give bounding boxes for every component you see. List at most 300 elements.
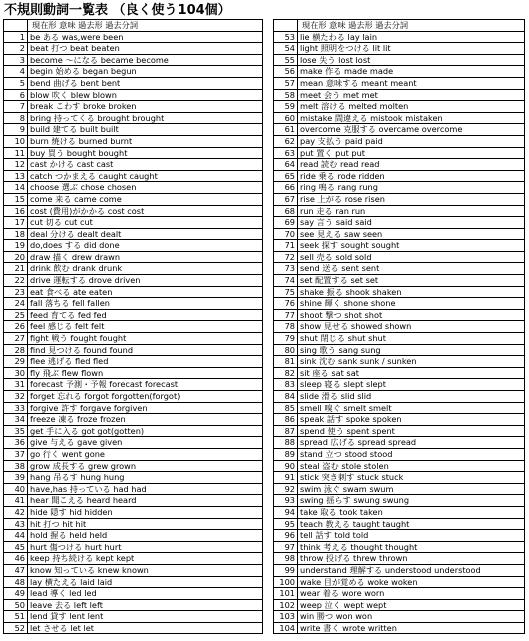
verb-entry: smell 嗅ぐ smelt smelt	[298, 402, 525, 414]
row-number: 55	[274, 54, 298, 66]
table-row	[274, 611, 525, 623]
verb-entry: forgive 許す forgave forgiven	[28, 402, 263, 414]
row-number: 18	[4, 228, 28, 240]
verb-entry: overcome 克服する overcame overcome	[298, 124, 525, 136]
row-number: 65	[274, 170, 298, 182]
verb-entry: get 手に入る got got(gotten)	[28, 425, 263, 437]
table-row	[274, 495, 525, 507]
table-row	[274, 228, 525, 240]
row-number: 63	[274, 147, 298, 159]
row-number: 89	[274, 448, 298, 460]
row-number: 44	[4, 530, 28, 542]
table-row	[274, 240, 525, 252]
row-number: 1	[4, 31, 28, 43]
verb-entry: write 書く wrote written	[298, 622, 525, 634]
row-number: 6	[4, 89, 28, 101]
table-header-row	[274, 20, 525, 32]
row-number: 29	[4, 356, 28, 368]
row-number: 24	[4, 298, 28, 310]
row-number: 5	[4, 77, 28, 89]
verb-entry: win 勝つ won won	[298, 611, 525, 623]
table-row	[274, 89, 525, 101]
row-number: 87	[274, 425, 298, 437]
row-number: 88	[274, 437, 298, 449]
row-number: 99	[274, 564, 298, 576]
verb-entry: hide 隠す hid hidden	[28, 506, 263, 518]
row-number: 31	[4, 379, 28, 391]
row-number: 40	[4, 483, 28, 495]
table-row	[274, 356, 525, 368]
verb-entry: fly 飛ぶ flew flown	[28, 367, 263, 379]
verb-entry: choose 選ぶ chose chosen	[28, 182, 263, 194]
column-header: 現在形 意味 過去形 過去分詞	[298, 20, 525, 32]
row-number: 68	[274, 205, 298, 217]
table-row	[4, 309, 263, 321]
table-row	[4, 182, 263, 194]
table-row	[274, 506, 525, 518]
row-number: 32	[4, 391, 28, 403]
table-row	[274, 159, 525, 171]
row-number: 75	[274, 286, 298, 298]
verb-entry: become ～になる became become	[28, 54, 263, 66]
table-row	[4, 553, 263, 565]
row-number: 90	[274, 460, 298, 472]
verb-entry: lie 横たわる lay lain	[298, 31, 525, 43]
verb-entry: tell 話す told told	[298, 530, 525, 542]
verb-entry: forecast 予測・予報 forecast forecast	[28, 379, 263, 391]
table-row	[274, 66, 525, 78]
row-number: 13	[4, 170, 28, 182]
row-number: 91	[274, 472, 298, 484]
table-row	[4, 367, 263, 379]
table-row	[274, 286, 525, 298]
verb-entry: deal 分ける dealt dealt	[28, 228, 263, 240]
table-row	[4, 448, 263, 460]
row-number: 15	[4, 193, 28, 205]
verb-entry: swing 揺らす swung swung	[298, 495, 525, 507]
verb-entry: bring 持ってくる brought brought	[28, 112, 263, 124]
row-number: 71	[274, 240, 298, 252]
table-row	[274, 437, 525, 449]
verb-entry: hit 打つ hit hit	[28, 518, 263, 530]
verb-entry: come 来る came come	[28, 193, 263, 205]
verb-entry: spend 使う spent spent	[298, 425, 525, 437]
table-header-row	[4, 20, 263, 32]
verb-entry: lend 貸す lent lent	[28, 611, 263, 623]
table-row	[4, 31, 263, 43]
verb-entry: hear 聞こえる heard heard	[28, 495, 263, 507]
table-row	[4, 588, 263, 600]
verb-entry: sell 売る sold sold	[298, 251, 525, 263]
verb-entry: rise 上がる rose risen	[298, 193, 525, 205]
row-number: 51	[4, 611, 28, 623]
row-number: 47	[4, 564, 28, 576]
verb-entry: swim 泳ぐ swam swum	[298, 483, 525, 495]
verb-entry: freeze 凍る froze frozen	[28, 414, 263, 426]
verb-entry: ride 乗る rode ridden	[298, 170, 525, 182]
table-row	[4, 576, 263, 588]
table-row	[4, 506, 263, 518]
table-row	[4, 159, 263, 171]
row-number: 2	[4, 43, 28, 55]
table-row	[4, 66, 263, 78]
table-row	[274, 402, 525, 414]
verb-entry: fight 戦う fought fought	[28, 333, 263, 345]
verb-entry: take 取る took taken	[298, 506, 525, 518]
table-row	[4, 193, 263, 205]
table-row	[4, 217, 263, 229]
row-number: 7	[4, 101, 28, 113]
verb-entry: catch つかまえる caught caught	[28, 170, 263, 182]
table-row	[274, 530, 525, 542]
row-number: 59	[274, 101, 298, 113]
table-row	[4, 622, 263, 634]
verb-entry: hold 握る held held	[28, 530, 263, 542]
table-row	[4, 472, 263, 484]
row-number: 79	[274, 333, 298, 345]
verb-entry: beat 打つ beat beaten	[28, 43, 263, 55]
row-number: 100	[274, 576, 298, 588]
verb-entry: stand 立つ stood stood	[298, 448, 525, 460]
row-number: 66	[274, 182, 298, 194]
table-row	[274, 599, 525, 611]
table-row	[274, 367, 525, 379]
table-row	[274, 564, 525, 576]
row-number: 104	[274, 622, 298, 634]
table-row	[4, 77, 263, 89]
verb-entry: shake 振る shook shaken	[298, 286, 525, 298]
row-number: 10	[4, 135, 28, 147]
verb-entry: sleep 寝る slept slept	[298, 379, 525, 391]
table-row	[4, 425, 263, 437]
verb-entry: slide 滑る slid slid	[298, 391, 525, 403]
table-row	[4, 147, 263, 159]
row-number: 94	[274, 506, 298, 518]
row-number: 93	[274, 495, 298, 507]
table-row	[274, 425, 525, 437]
table-row	[4, 530, 263, 542]
row-number: 35	[4, 425, 28, 437]
verb-entry: let させる let let	[28, 622, 263, 634]
row-number: 48	[4, 576, 28, 588]
verb-entry: break こわす broke broken	[28, 101, 263, 113]
table-row	[4, 240, 263, 252]
verb-entry: fall 落ちる fell fallen	[28, 298, 263, 310]
table-row	[4, 414, 263, 426]
row-number: 77	[274, 309, 298, 321]
row-number: 3	[4, 54, 28, 66]
row-number: 46	[4, 553, 28, 565]
table-row	[4, 89, 263, 101]
verb-entry: be ある was,were been	[28, 31, 263, 43]
row-number: 92	[274, 483, 298, 495]
table-row	[274, 147, 525, 159]
table-row	[4, 460, 263, 472]
table-row	[4, 402, 263, 414]
verb-entry: leave 去る left left	[28, 599, 263, 611]
verb-entry: forget 忘れる forgot forgotten(forgot)	[28, 391, 263, 403]
table-row	[274, 622, 525, 634]
table-row	[274, 101, 525, 113]
verb-entry: pay 支払う paid paid	[298, 135, 525, 147]
row-number: 103	[274, 611, 298, 623]
verb-entry: buy 買う bought bought	[28, 147, 263, 159]
table-row	[4, 54, 263, 66]
verb-entry: wear 着る wore worn	[298, 588, 525, 600]
verb-entry: feed 育てる fed fed	[28, 309, 263, 321]
verb-entry: cut 切る cut cut	[28, 217, 263, 229]
verb-entry: think 考える thought thought	[298, 541, 525, 553]
table-row	[274, 112, 525, 124]
table-row	[274, 576, 525, 588]
table-row	[274, 541, 525, 553]
row-number: 14	[4, 182, 28, 194]
row-number: 58	[274, 89, 298, 101]
table-row	[4, 170, 263, 182]
table-row	[274, 182, 525, 194]
row-number: 80	[274, 344, 298, 356]
row-number: 28	[4, 344, 28, 356]
column-header: 現在形 意味 過去形 過去分詞	[28, 20, 263, 32]
row-number: 67	[274, 193, 298, 205]
row-number: 56	[274, 66, 298, 78]
table-row	[274, 414, 525, 426]
verb-entry: drink 飲む drank drunk	[28, 263, 263, 275]
table-row	[274, 205, 525, 217]
verb-entry: do,does する did done	[28, 240, 263, 252]
verb-entry: find 見つける found found	[28, 344, 263, 356]
verb-entry: go 行く went gone	[28, 448, 263, 460]
row-number: 20	[4, 251, 28, 263]
row-number: 60	[274, 112, 298, 124]
row-number: 12	[4, 159, 28, 171]
table-row	[274, 553, 525, 565]
verb-entry: lose 失う lost lost	[298, 54, 525, 66]
table-row	[4, 101, 263, 113]
verb-entry: ring 鳴る rang rung	[298, 182, 525, 194]
verb-entry: feel 感じる felt felt	[28, 321, 263, 333]
row-number: 17	[4, 217, 28, 229]
table-row	[4, 228, 263, 240]
table-row	[4, 286, 263, 298]
row-number: 39	[4, 472, 28, 484]
row-number: 96	[274, 530, 298, 542]
verb-entry: keep 持ち続ける kept kept	[28, 553, 263, 565]
verb-entry: build 建てる built built	[28, 124, 263, 136]
row-number: 64	[274, 159, 298, 171]
row-number: 82	[274, 367, 298, 379]
verb-entry: stick 突き刺す stuck stuck	[298, 472, 525, 484]
table-row	[274, 298, 525, 310]
verb-entry: mean 意味する meant meant	[298, 77, 525, 89]
table-row	[274, 309, 525, 321]
table-row	[4, 251, 263, 263]
verb-entry: read 読む read read	[298, 159, 525, 171]
verb-entry: meet 会う met met	[298, 89, 525, 101]
row-number: 73	[274, 263, 298, 275]
verb-entry: shoot 撃つ shot shot	[298, 309, 525, 321]
header-number-cell	[274, 20, 298, 32]
verb-entry: bend 曲げる bent bent	[28, 77, 263, 89]
verb-entry: shut 閉じる shut shut	[298, 333, 525, 345]
table-row	[4, 205, 263, 217]
row-number: 57	[274, 77, 298, 89]
row-number: 86	[274, 414, 298, 426]
table-row	[274, 275, 525, 287]
verb-entry: run 走る ran run	[298, 205, 525, 217]
verb-table-left	[3, 19, 263, 634]
verb-entry: melt 溶ける melted molten	[298, 101, 525, 113]
row-number: 72	[274, 251, 298, 263]
row-number: 27	[4, 333, 28, 345]
header-number-cell	[4, 20, 28, 32]
table-row	[274, 448, 525, 460]
row-number: 102	[274, 599, 298, 611]
row-number: 70	[274, 228, 298, 240]
row-number: 81	[274, 356, 298, 368]
table-row	[4, 356, 263, 368]
verb-entry: have,has 持っている had had	[28, 483, 263, 495]
row-number: 54	[274, 43, 298, 55]
row-number: 49	[4, 588, 28, 600]
row-number: 69	[274, 217, 298, 229]
verb-entry: teach 教える taught taught	[298, 518, 525, 530]
row-number: 95	[274, 518, 298, 530]
row-number: 97	[274, 541, 298, 553]
verb-entry: drive 運転する drove driven	[28, 275, 263, 287]
row-number: 23	[4, 286, 28, 298]
verb-entry: light 照明をつける lit lit	[298, 43, 525, 55]
row-number: 9	[4, 124, 28, 136]
table-row	[274, 124, 525, 136]
row-number: 21	[4, 263, 28, 275]
verb-entry: weep 泣く wept wept	[298, 599, 525, 611]
row-number: 62	[274, 135, 298, 147]
table-row	[4, 599, 263, 611]
verb-entry: draw 描く drew drawn	[28, 251, 263, 263]
table-row	[4, 541, 263, 553]
verb-entry: spread 広げる spread spread	[298, 437, 525, 449]
verb-entry: wake 目が覚める woke woken	[298, 576, 525, 588]
verb-entry: eat 食べる ate eaten	[28, 286, 263, 298]
table-row	[274, 333, 525, 345]
row-number: 84	[274, 391, 298, 403]
table-row	[274, 379, 525, 391]
table-row	[274, 344, 525, 356]
verb-entry: put 置く put put	[298, 147, 525, 159]
row-number: 53	[274, 31, 298, 43]
row-number: 30	[4, 367, 28, 379]
table-row	[4, 263, 263, 275]
verb-entry: know 知っている knew known	[28, 564, 263, 576]
verb-entry: lay 横たえる laid laid	[28, 576, 263, 588]
verb-table-right	[273, 19, 525, 634]
page-title: 不規則動詞一覧表 （良く使う104個）	[4, 3, 231, 18]
table-row	[4, 321, 263, 333]
table-row	[4, 135, 263, 147]
table-row	[274, 251, 525, 263]
verb-entry: set 配置する set set	[298, 275, 525, 287]
row-number: 61	[274, 124, 298, 136]
row-number: 76	[274, 298, 298, 310]
row-number: 8	[4, 112, 28, 124]
table-row	[274, 43, 525, 55]
table-row	[274, 321, 525, 333]
table-row	[4, 437, 263, 449]
verb-entry: send 送る sent sent	[298, 263, 525, 275]
verb-entry: throw 投げる threw thrown	[298, 553, 525, 565]
verb-entry: speak 話す spoke spoken	[298, 414, 525, 426]
table-row	[274, 170, 525, 182]
row-number: 83	[274, 379, 298, 391]
verb-entry: sink 沈む sank sunk / sunken	[298, 356, 525, 368]
row-number: 45	[4, 541, 28, 553]
row-number: 26	[4, 321, 28, 333]
verb-entry: shine 輝く shone shone	[298, 298, 525, 310]
verb-entry: sing 歌う sang sung	[298, 344, 525, 356]
table-row	[274, 217, 525, 229]
table-row	[274, 483, 525, 495]
verb-entry: blow 吹く blew blown	[28, 89, 263, 101]
verb-entry: show 見せる showed shown	[298, 321, 525, 333]
table-row	[274, 588, 525, 600]
verb-entry: sit 座る sat sat	[298, 367, 525, 379]
row-number: 52	[4, 622, 28, 634]
verb-entry: seek 探す sought sought	[298, 240, 525, 252]
table-row	[4, 483, 263, 495]
verb-entry: hurt 傷つける hurt hurt	[28, 541, 263, 553]
row-number: 101	[274, 588, 298, 600]
row-number: 19	[4, 240, 28, 252]
table-row	[4, 333, 263, 345]
table-row	[4, 298, 263, 310]
row-number: 50	[4, 599, 28, 611]
table-row	[4, 344, 263, 356]
row-number: 85	[274, 402, 298, 414]
table-row	[274, 460, 525, 472]
table-row	[4, 391, 263, 403]
table-row	[4, 275, 263, 287]
row-number: 42	[4, 506, 28, 518]
table-row	[4, 518, 263, 530]
row-number: 34	[4, 414, 28, 426]
verb-entry: hang 吊るす hung hung	[28, 472, 263, 484]
table-row	[274, 472, 525, 484]
row-number: 74	[274, 275, 298, 287]
verb-entry: grow 成長する grew grown	[28, 460, 263, 472]
table-row	[4, 564, 263, 576]
row-number: 25	[4, 309, 28, 321]
table-row	[4, 379, 263, 391]
verb-entry: begin 始める began begun	[28, 66, 263, 78]
row-number: 38	[4, 460, 28, 472]
verb-entry: cast かける cast cast	[28, 159, 263, 171]
table-row	[4, 112, 263, 124]
table-row	[274, 391, 525, 403]
table-row	[274, 263, 525, 275]
table-row	[274, 31, 525, 43]
row-number: 78	[274, 321, 298, 333]
verb-entry: burn 焼ける burned burnt	[28, 135, 263, 147]
table-row	[274, 135, 525, 147]
row-number: 43	[4, 518, 28, 530]
verb-entry: say 言う said said	[298, 217, 525, 229]
verb-entry: flee 逃げる fled fled	[28, 356, 263, 368]
row-number: 22	[4, 275, 28, 287]
row-number: 41	[4, 495, 28, 507]
row-number: 33	[4, 402, 28, 414]
verb-entry: cost (費用)がかかる cost cost	[28, 205, 263, 217]
